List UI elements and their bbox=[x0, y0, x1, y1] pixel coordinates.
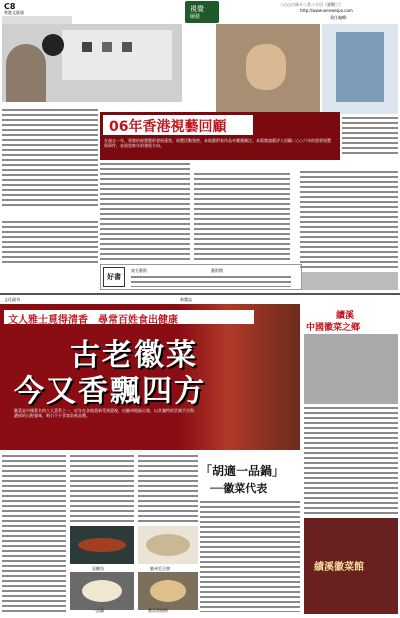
column-5 bbox=[300, 170, 398, 270]
dish-1 bbox=[78, 538, 126, 552]
footer-item-2: 藝術館 bbox=[211, 268, 223, 273]
caption-2: 徽州毛豆腐 bbox=[150, 566, 170, 571]
artwork-sculpture bbox=[42, 34, 64, 56]
dish-2 bbox=[146, 534, 190, 556]
column-1 bbox=[2, 108, 98, 208]
subhead-2 bbox=[190, 162, 290, 170]
person-photo bbox=[6, 44, 46, 102]
quote-block bbox=[200, 462, 300, 496]
section-logo bbox=[185, 1, 219, 23]
tagline-box bbox=[4, 310, 254, 324]
dish-photo-3 bbox=[70, 572, 134, 610]
side-title-2: 中國徽菜之鄉 bbox=[306, 323, 361, 333]
book-label: 好書 bbox=[107, 273, 121, 281]
bottom-section: 新雜誌 bbox=[180, 297, 192, 302]
artwork-frame bbox=[102, 42, 112, 52]
bottom-header: 文化副刊 bbox=[4, 297, 20, 302]
side-text bbox=[304, 406, 398, 516]
top-header bbox=[0, 0, 400, 20]
artwork-frame bbox=[82, 42, 92, 52]
body-col-1 bbox=[2, 454, 66, 614]
page-divider bbox=[0, 293, 400, 295]
art-piece-photo bbox=[322, 24, 398, 114]
side-title-1: 續溪 bbox=[336, 311, 355, 321]
artwork-frame bbox=[122, 42, 132, 52]
column-4 bbox=[342, 116, 398, 156]
dish-photo-4 bbox=[138, 572, 198, 610]
book-box bbox=[100, 264, 302, 290]
tagline: 文人雅士覓得清香 尋常百姓食出健康 bbox=[8, 315, 178, 326]
quote-title: 「胡適一品鍋」 bbox=[200, 464, 285, 478]
book-label-box bbox=[103, 267, 125, 287]
logo-sub: 圖藝 bbox=[190, 14, 201, 20]
hero-banner bbox=[0, 304, 300, 450]
hero-lead: 徽菜是中國著名的八大菜系之一，近年在各地重新受到重視，由徽州地區出發，以其獨特的烹調手法與濃郁的山野風味，吸引不少食客前來品嚐。 bbox=[14, 408, 194, 418]
page-number: C8 bbox=[4, 2, 16, 11]
restaurant-photo bbox=[304, 518, 398, 614]
hero-title-1: 古老徽菜 bbox=[70, 338, 198, 373]
column-1b bbox=[2, 220, 98, 264]
editor-label: 責任編輯： bbox=[330, 15, 350, 20]
caption-1: 臭鱖魚 bbox=[92, 566, 104, 571]
top-url: http://www.wenweipo.com bbox=[300, 8, 353, 13]
logo-text: 視覺 bbox=[190, 5, 204, 13]
masthead-small: 香港文匯報 bbox=[4, 10, 24, 15]
feature-banner bbox=[100, 112, 340, 160]
body-col-4 bbox=[200, 500, 300, 612]
dish-photo-2 bbox=[138, 526, 198, 564]
hero-title-2: 今又香飄四方 bbox=[14, 374, 206, 409]
top-date: 二○○六年十二月二十日（星期三） bbox=[280, 2, 343, 7]
side-photo bbox=[304, 334, 398, 404]
side-column bbox=[302, 304, 400, 616]
sponsor-logos bbox=[2, 16, 72, 24]
column-2 bbox=[100, 162, 190, 262]
top-page bbox=[0, 0, 400, 292]
title-box bbox=[103, 115, 253, 135]
dish-4 bbox=[150, 580, 186, 602]
dish-3 bbox=[82, 580, 122, 602]
footer-item-1: 東方藝術 bbox=[131, 268, 147, 273]
portrait-photo bbox=[216, 24, 320, 120]
main-title: 06年香港視藝回顧 bbox=[109, 119, 227, 135]
caption-4: 蟹殼黃燒餅 bbox=[148, 608, 168, 613]
ad-box bbox=[302, 272, 398, 290]
subhead-1 bbox=[2, 210, 98, 218]
book-details bbox=[131, 275, 291, 287]
portrait-face bbox=[246, 44, 286, 90]
restaurant-sign: 績溪徽菜館 bbox=[314, 562, 364, 573]
gallery-photo bbox=[2, 24, 182, 102]
column-3 bbox=[194, 172, 290, 262]
dish-photo-1 bbox=[70, 526, 134, 564]
body-col-2 bbox=[70, 454, 134, 524]
quote-sub: ──徽菜代表 bbox=[210, 482, 268, 495]
body-col-3 bbox=[138, 454, 198, 524]
art-piece bbox=[336, 32, 384, 102]
bottom-page bbox=[0, 296, 400, 618]
caption-3: 一品鍋 bbox=[92, 608, 104, 613]
feature-lead: 在過去一年，香港的視覺藝術發展蓬勃，展覽活動頻密，本地藝術家作品亦屢獲關注。本版邀請藝評人回顧二○○六年的重要展覽與事件，並展望來年的發展方向。 bbox=[104, 138, 331, 148]
gallery-wall bbox=[62, 30, 172, 80]
subhead-3 bbox=[300, 160, 398, 168]
